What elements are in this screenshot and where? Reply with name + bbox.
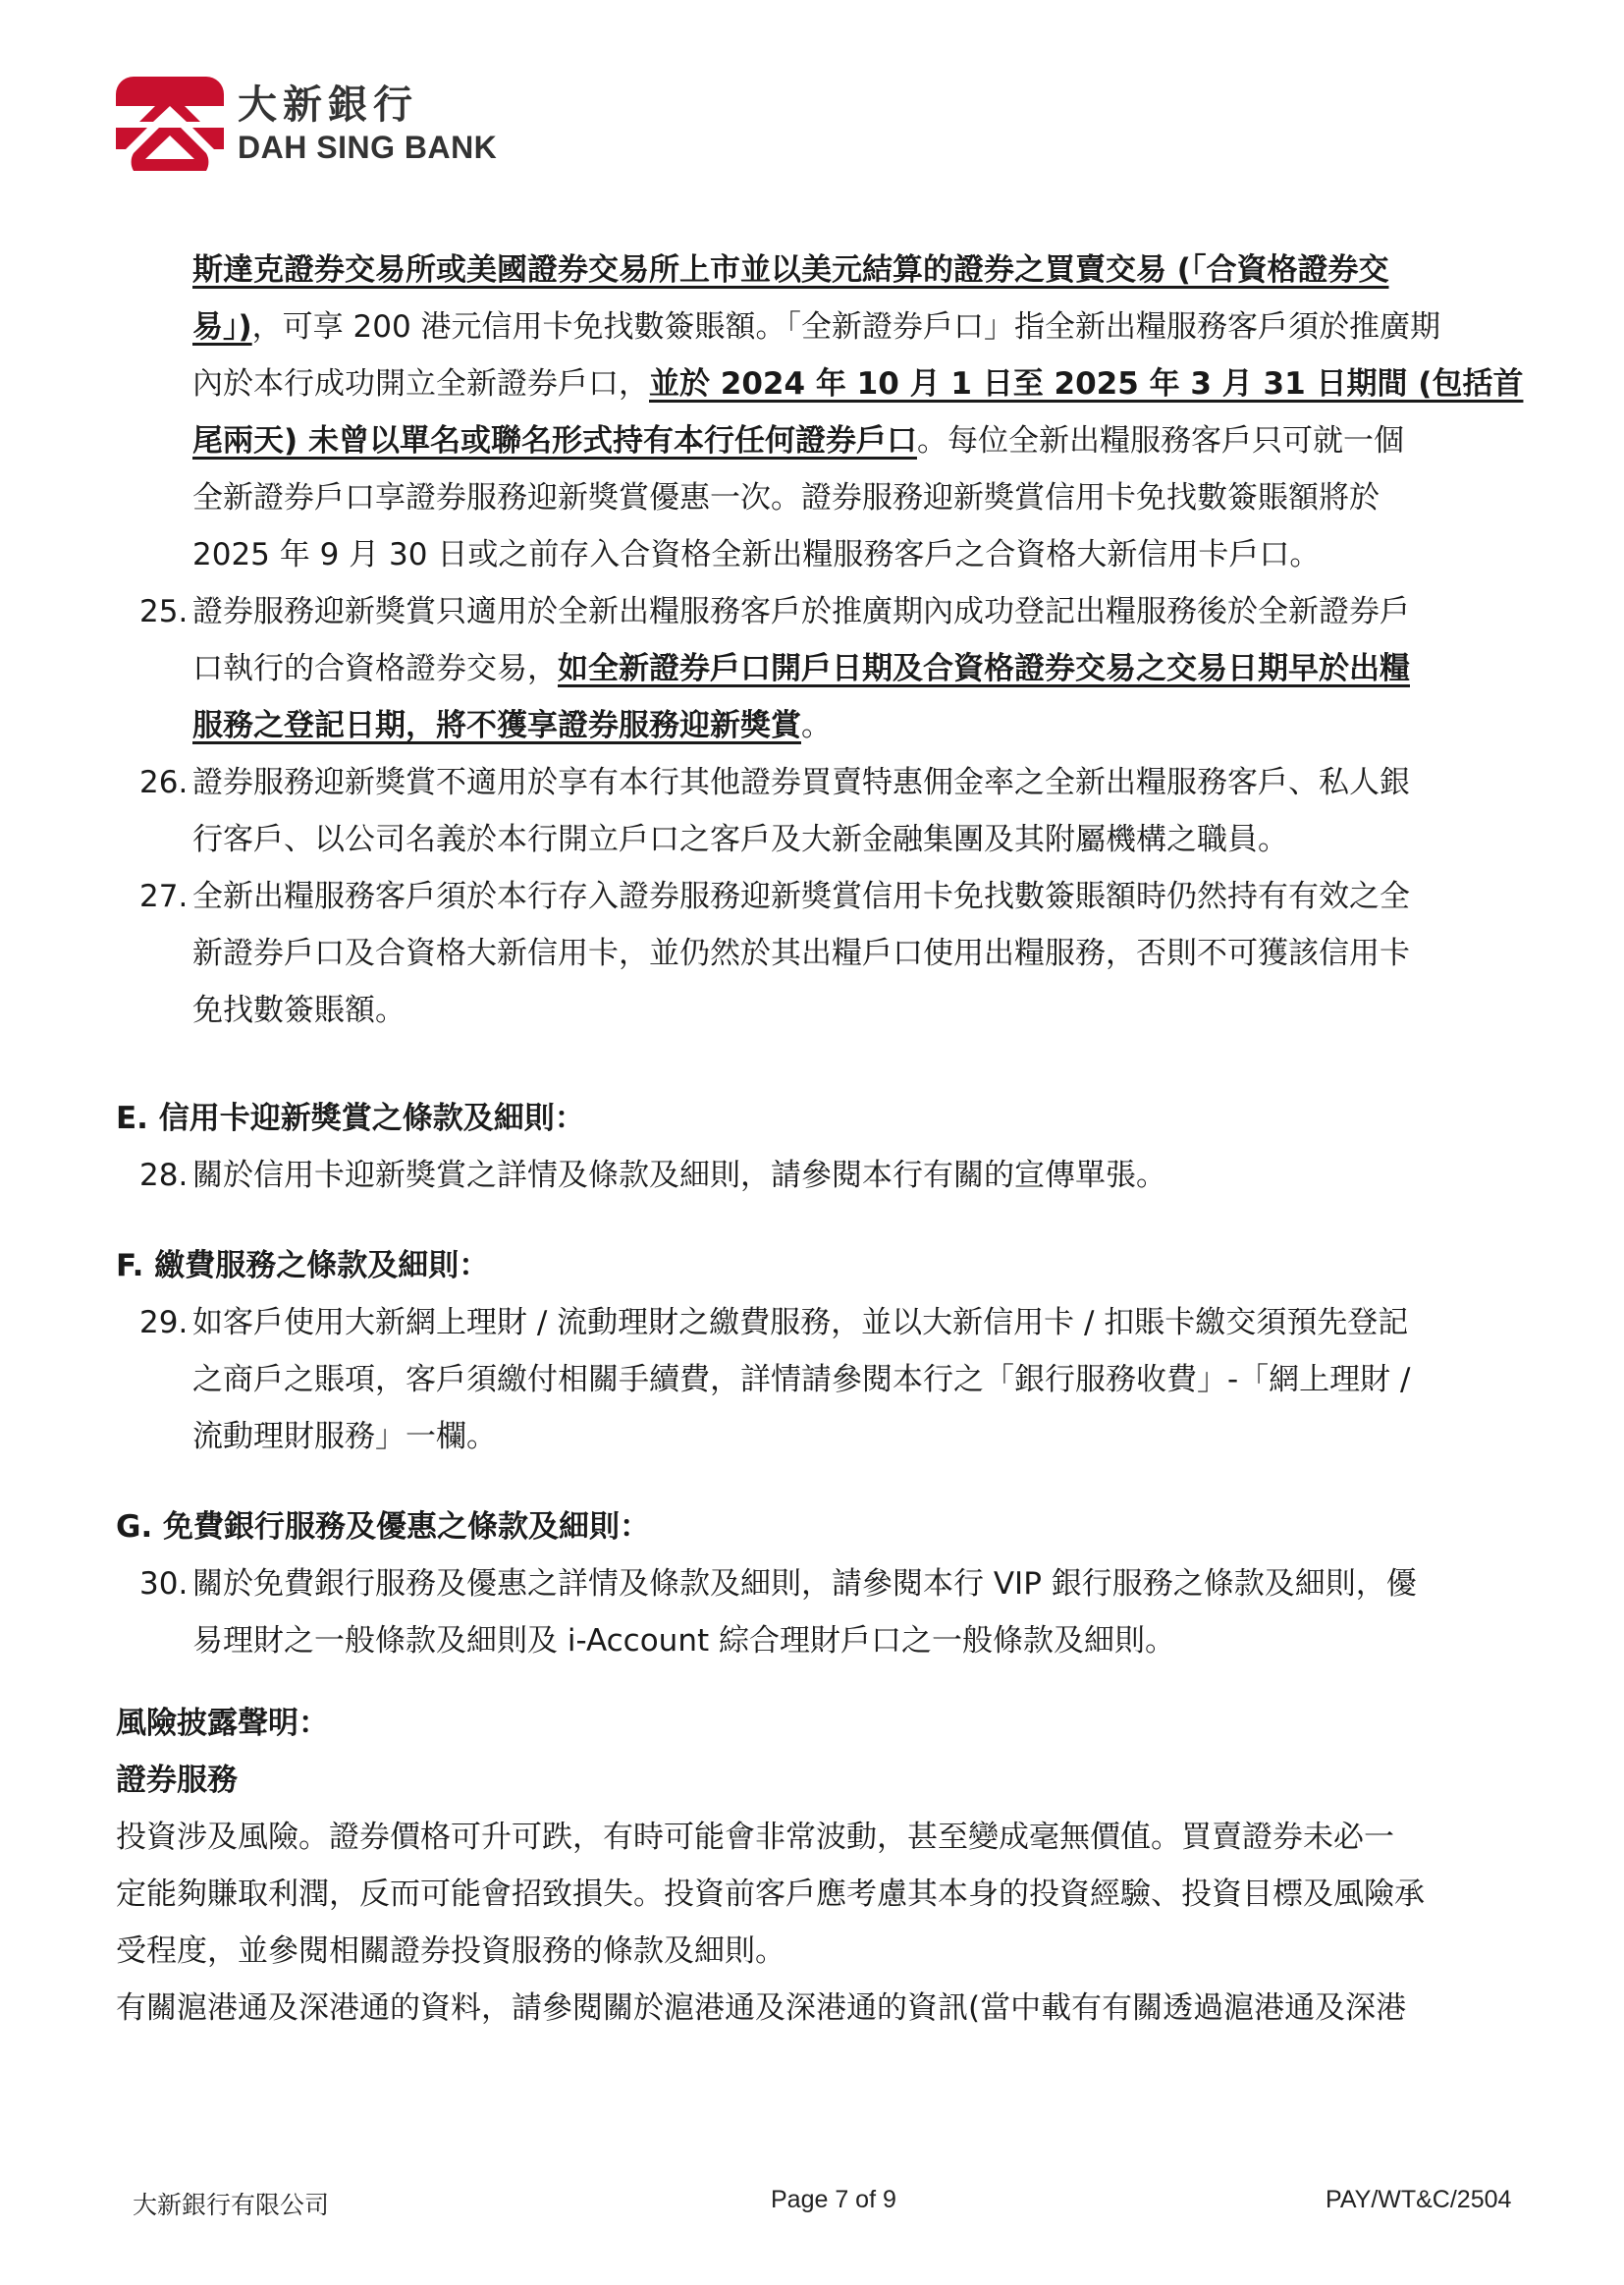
clause-text: 口執行的合資格證券交易，: [192, 651, 558, 686]
clause-text: 全新出糧服務客戶須於本行存入證券服務迎新獎賞信用卡免找數簽賬額時仍然持有有效之全: [192, 879, 1410, 914]
clause-number: 29.: [139, 1305, 189, 1340]
clause-text: 內於本行成功開立全新證券戶口，: [192, 366, 649, 402]
clause-text: 2025 年 9 月 30 日或之前存入合資格全新出糧服務客戶之合資格大新信用卡戶口。: [192, 537, 1321, 572]
page-number: Page 7 of 9: [771, 2186, 896, 2213]
clause-text: 如客戶使用大新網上理財 / 流動理財之繳費服務，並以大新信用卡 / 扣賬卡繳交須預先登記: [192, 1305, 1409, 1340]
clause-26: [116, 754, 1530, 868]
bank-name-en: DAH SING BANK: [238, 130, 498, 165]
clause-text: 。: [801, 708, 832, 743]
clause-text: 免找數簽賬額。: [192, 993, 406, 1028]
condition-text-end: 尾兩天) 未曾以單名或聯名形式持有本行任何證券戶口: [192, 423, 917, 459]
clause-condition-text: 如全新證券戶口開戶日期及合資格證券交易之交易日期早於出糧: [558, 651, 1410, 686]
clause-text: 關於信用卡迎新獎賞之詳情及條款及細則，請參閱本行有關的宣傳單張。: [192, 1158, 1166, 1193]
dah-sing-logo-icon: [116, 77, 224, 171]
clause-text: 。每位全新出糧服務客戶只可就一個: [916, 423, 1404, 459]
terms-content: [116, 242, 1530, 2037]
eligible-securities-text-end: 易」): [192, 309, 252, 345]
bank-name-zh: 大新銀行: [238, 82, 418, 128]
continued-clause: [116, 242, 1530, 583]
securities-services-subheading: 證券服務: [116, 1763, 238, 1798]
clause-30: [116, 1555, 1530, 1669]
clause-number: 27.: [139, 879, 189, 914]
clause-text: ，可享 200 港元信用卡免找數簽賬額。「全新證券戶口」指全新出糧服務客戶須於推廣期: [251, 309, 1441, 345]
clause-number: 30.: [139, 1566, 189, 1602]
bank-logo: [116, 77, 497, 171]
risk-disclosure-heading: 風險披露聲明：: [116, 1706, 329, 1741]
clause-text: 行客戶、以公司名義於本行開立戶口之客戶及大新金融集團及其附屬機構之職員。: [192, 822, 1288, 857]
clause-text: 全新證券戶口享證券服務迎新獎賞優惠一次。證券服務迎新獎賞信用卡免找數簽賬額將於: [192, 480, 1380, 516]
clause-number: 28.: [139, 1158, 189, 1193]
footer-company: 大新銀行有限公司: [133, 2191, 330, 2219]
document-reference: PAY/WT&C/2504: [1326, 2186, 1512, 2213]
clause-text: 新證券戶口及合資格大新信用卡，並仍然於其出糧戶口使用出糧服務，否則不可獲該信用卡: [192, 936, 1410, 971]
clause-28: [116, 1147, 1530, 1204]
clause-text: 證券服務迎新獎賞只適用於全新出糧服務客戶於推廣期內成功登記出糧服務後於全新證券戶: [192, 594, 1410, 629]
clause-condition-text-end: 服務之登記日期，將不獲享證券服務迎新獎賞: [192, 708, 801, 743]
section-e-heading: E. 信用卡迎新獎賞之條款及細則：: [116, 1101, 585, 1136]
risk-text: 定能夠賺取利潤，反而可能會招致損失。投資前客戶應考慮其本身的投資經驗、投資目標及風險承: [116, 1877, 1425, 1912]
risk-text: 受程度，並參閱相關證券投資服務的條款及細則。: [116, 1933, 785, 1969]
clause-text: 證券服務迎新獎賞不適用於享有本行其他證券買賣特惠佣金率之全新出糧服務客戶、私人銀: [192, 765, 1410, 800]
clause-text: 易理財之一般條款及細則及 i-Account 綜合理財戶口之一般條款及細則。: [192, 1623, 1175, 1659]
clause-29: [116, 1294, 1530, 1465]
section-f-heading: F. 繳費服務之條款及細則：: [116, 1248, 490, 1283]
risk-text: 有關滬港通及深港通的資料，請參閱關於滬港通及深港通的資訊(當中載有有關透過滬港通及深港: [116, 1990, 1407, 2026]
clause-27: [116, 868, 1530, 1039]
clause-text: 之商戶之賬項，客戶須繳付相關手續費，詳情請參閱本行之「銀行服務收費」-「網上理財 /: [192, 1362, 1411, 1397]
clause-text: 關於免費銀行服務及優惠之詳情及條款及細則，請參閱本行 VIP 銀行服務之條款及細則，優: [192, 1566, 1417, 1602]
clause-25: [116, 583, 1530, 754]
risk-text: 投資涉及風險。證券價格可升可跌，有時可能會非常波動，甚至變成毫無價值。買賣證券未必一: [116, 1820, 1394, 1855]
page-footer: [0, 2186, 1624, 2225]
eligible-securities-text: 斯達克證券交易所或美國證券交易所上市並以美元結算的證券之買賣交易 (「合資格證券交: [192, 252, 1389, 288]
condition-text: 並於 2024 年 10 月 1 日至 2025 年 3 月 31 日期間 (包括首: [649, 366, 1524, 402]
clause-number: 26.: [139, 765, 189, 800]
clause-number: 25.: [139, 594, 189, 629]
clause-text: 流動理財服務」一欄。: [192, 1419, 497, 1454]
section-g-heading: G. 免費銀行服務及優惠之條款及細則：: [116, 1509, 651, 1545]
